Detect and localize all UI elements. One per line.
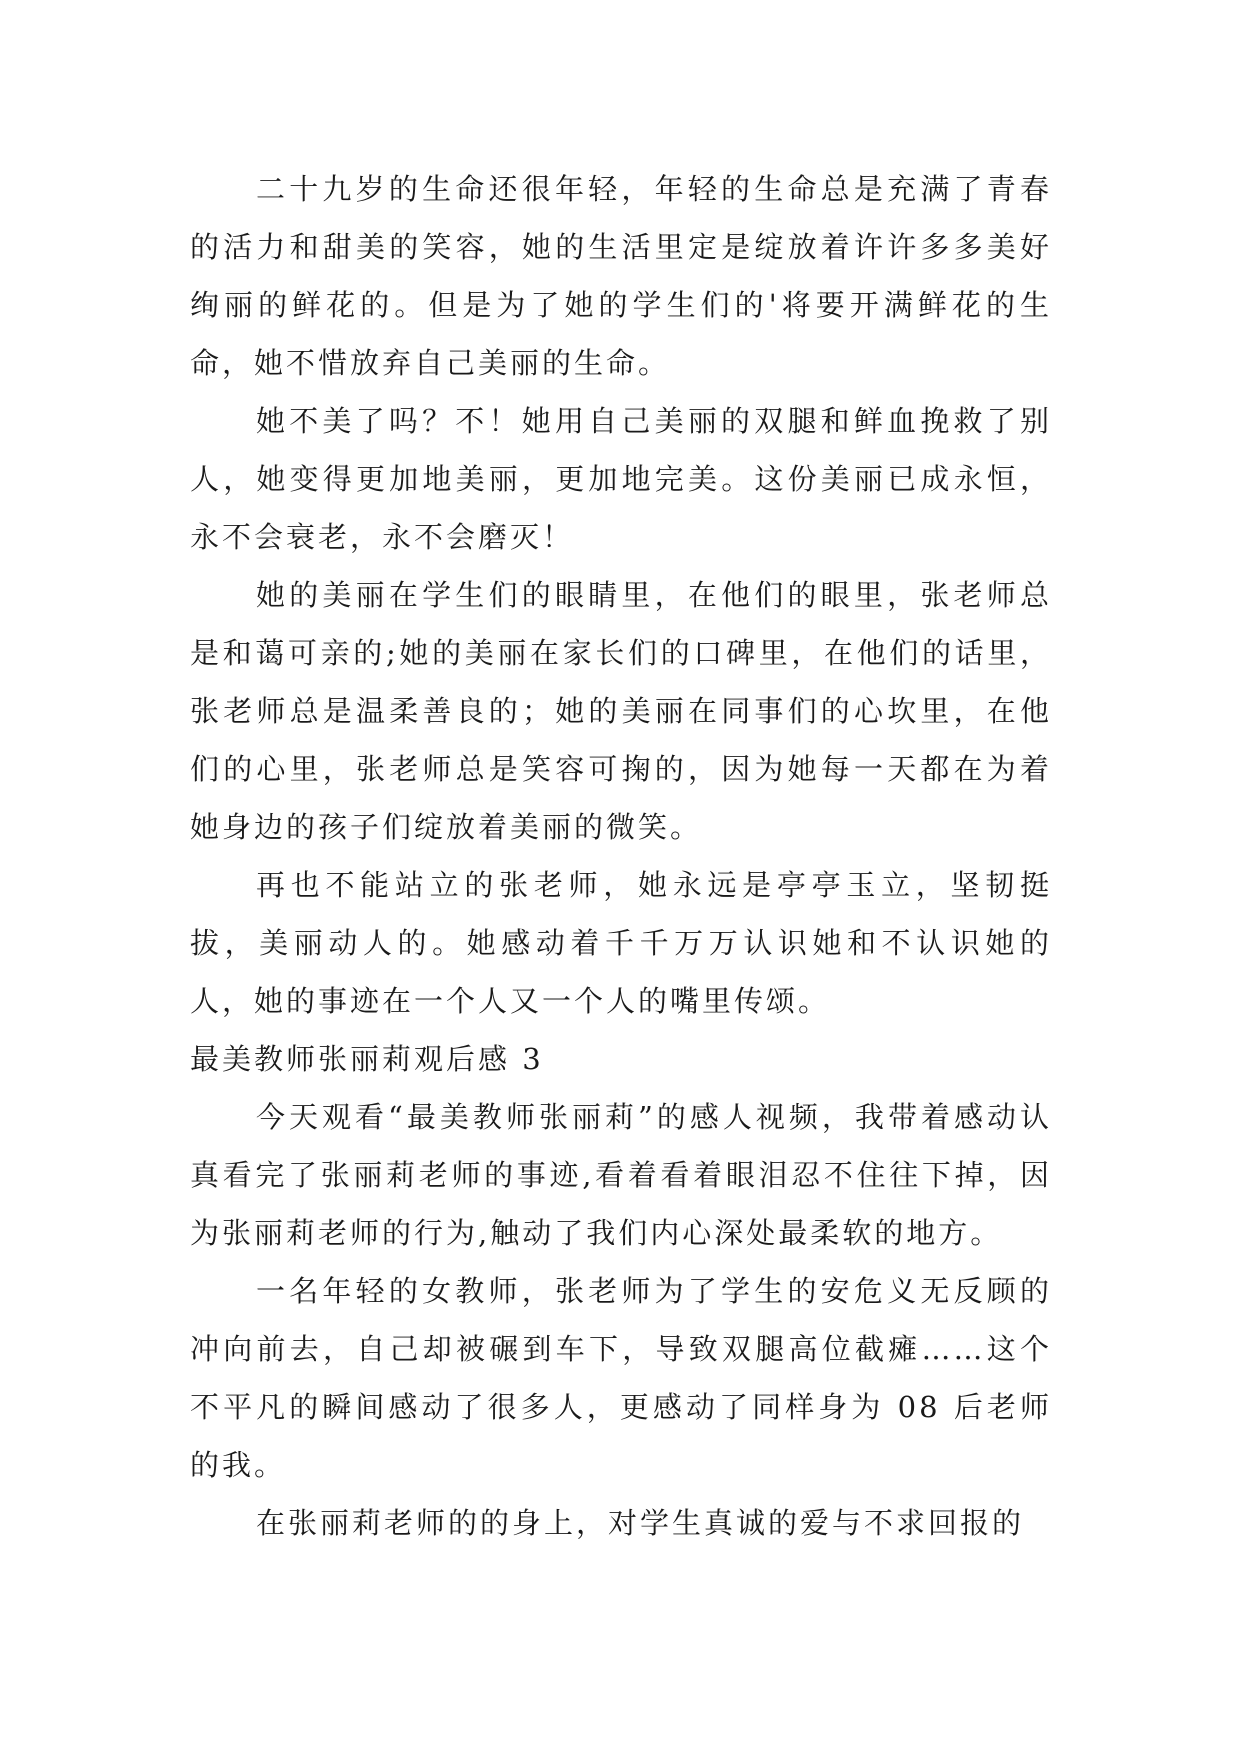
paragraph-young-teacher: 一名年轻的女教师，张老师为了学生的安危义无反顾的冲向前去，自己却被碾到车下，导致双腿高位截瘫……这个不平凡的瞬间感动了很多人，更感动了同样身为 08 后老师的我。 (190, 1274, 1052, 1482)
paragraph-on-teacher: 在张丽莉老师的的身上，对学生真诚的爱与不求回报的 (256, 1506, 1025, 1540)
paragraph-not-beautiful: 她不美了吗？不！她用自己美丽的双腿和鲜血挽救了别人，她变得更加地美丽，更加地完美。这份美丽已成永恒，永不会衰老，永不会磨灭！ (190, 404, 1052, 554)
document-body (190, 160, 1052, 1552)
paragraph-watching-video: 今天观看“最美教师张丽莉”的感人视频，我带着感动认真看完了张丽莉老师的事迹,看着看着眼泪忍不住往下掉，因为张丽莉老师的行为,触动了我们内心深处最柔软的地方。 (190, 1100, 1052, 1250)
paragraph-cannot-stand: 再也不能站立的张老师，她永远是亭亭玉立，坚韧挺拔，美丽动人的。她感动着千千万万认识她和不认识她的人，她的事迹在一个人又一个人的嘴里传颂。 (190, 868, 1052, 1018)
paragraph-beauty-in-eyes: 她的美丽在学生们的眼睛里，在他们的眼里，张老师总是和蔼可亲的;她的美丽在家长们的口碑里，在他们的话里，张老师总是温柔善良的；她的美丽在同事们的心坎里，在他们的心里，张老师总是笑容可掬的，因为她每一天都在为着她身边的孩子们绽放着美丽的微笑。 (190, 578, 1052, 844)
section-heading: 最美教师张丽莉观后感 3 (190, 1042, 544, 1076)
paragraph-life-young: 二十九岁的生命还很年轻，年轻的生命总是充满了青春的活力和甜美的笑容，她的生活里定是绽放着许许多多美好绚丽的鲜花的。但是为了她的学生们的'将要开满鲜花的生命，她不惜放弃自己美丽的生命。 (190, 172, 1052, 380)
